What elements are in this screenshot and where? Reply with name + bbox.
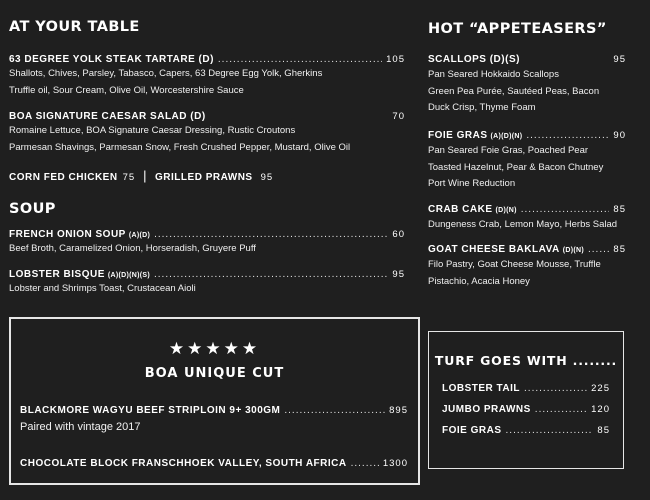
leader-dots	[154, 229, 388, 240]
menu-item-wagyu-striploin	[20, 405, 408, 416]
item-desc: Toasted Hazelnut, Pear & Bacon Chutney	[428, 161, 604, 173]
item-desc: Lobster and Shrimps Toast, Crustacean Aioli	[9, 283, 196, 294]
item-name: CRAB CAKE	[428, 204, 493, 215]
item-desc: Truffle oil, Sour Cream, Olive Oil, Worcestershire Sauce	[9, 84, 244, 96]
item-tag: (A)(D)(N)	[490, 133, 523, 140]
item-desc: Dungeness Crab, Lemon Mayo, Herbs Salad	[428, 219, 618, 230]
item-tag: (A)(D)(N)(S)	[107, 272, 150, 279]
menu-item-crab-cake	[428, 204, 626, 234]
item-desc: Duck Crisp, Thyme Foam	[428, 102, 536, 113]
menu-item-chocolate-block-wine	[20, 458, 408, 469]
item-price: 1300	[382, 458, 408, 469]
item-desc: Beef Broth, Caramelized Onion, Horseradish, Gruyere Puff	[9, 243, 256, 254]
leader-dots	[154, 269, 388, 280]
item-price: 225	[591, 383, 610, 394]
menu-item-scallops	[428, 54, 626, 117]
leader-dots	[218, 54, 382, 65]
leader-dots	[351, 458, 379, 469]
turf-item-foie-gras	[442, 425, 610, 436]
hot-appeteasers-heading: HOT “APPETEASERS”	[428, 21, 607, 37]
item-name: FOIE GRAS	[428, 130, 488, 141]
item-desc: Filo Pastry, Goat Cheese Mousse, Truffle	[428, 259, 601, 270]
turf-heading: TURF GOES WITH ........	[434, 353, 618, 368]
item-name: FRENCH ONION SOUP	[9, 229, 126, 240]
combo-price-1: 75	[122, 172, 136, 183]
menu-item-caesar-salad	[9, 111, 405, 156]
item-price: 85	[613, 204, 626, 215]
leader-dots	[588, 244, 609, 255]
menu-item-foie-gras	[428, 130, 626, 193]
combo-separator: |	[143, 168, 148, 183]
item-name: FOIE GRAS	[442, 425, 502, 436]
leader-dots	[526, 130, 609, 141]
item-name: JUMBO PRAWNS	[442, 404, 531, 415]
item-name: SCALLOPS (D)(S)	[428, 54, 520, 65]
combo-item-1: CORN FED CHICKEN	[9, 172, 118, 183]
item-price: 85	[597, 425, 610, 436]
leader-dots	[535, 404, 587, 415]
menu-item-tartare	[9, 54, 405, 99]
item-name: GOAT CHEESE BAKLAVA	[428, 244, 560, 255]
leader-dots	[284, 405, 385, 416]
item-desc: Port Wine Reduction	[428, 178, 516, 189]
item-desc: Pan Seared Hokkaido Scallops	[428, 69, 559, 80]
item-desc: Parmesan Shavings, Parmesan Snow, Fresh Crushed Pepper, Mustard, Olive Oil	[9, 141, 351, 153]
item-price: 95	[392, 269, 405, 280]
item-name: CHOCOLATE BLOCK FRANSCHHOEK VALLEY, SOUTH AFRICA	[20, 458, 347, 469]
turf-item-lobster-tail	[442, 383, 610, 394]
item-price: 895	[389, 405, 408, 416]
unique-cut-box	[9, 317, 420, 485]
combo-line	[9, 168, 273, 183]
item-name: BLACKMORE WAGYU BEEF STRIPLOIN 9+ 300GM	[20, 405, 281, 416]
item-price: 85	[613, 244, 626, 255]
turf-box	[428, 331, 624, 469]
item-name: 63 DEGREE YOLK STEAK TARTARE (D)	[9, 54, 214, 65]
item-desc: Pan Seared Foie Gras, Poached Pear	[428, 145, 589, 156]
at-your-table-heading: AT YOUR TABLE	[9, 19, 140, 35]
paired-note: Paired with vintage 2017	[20, 421, 141, 433]
item-desc: Romaine Lettuce, BOA Signature Caesar Dressing, Rustic Croutons	[9, 125, 296, 136]
unique-cut-heading: BOA UNIQUE CUT	[144, 366, 285, 381]
item-tag: (D)(N)	[562, 247, 584, 254]
menu-item-goat-cheese-baklava	[428, 244, 626, 290]
leader-dots	[521, 204, 610, 215]
leader-dots	[506, 425, 594, 436]
combo-price-2: 95	[260, 172, 274, 183]
item-price: 60	[392, 229, 405, 240]
item-price: 120	[591, 404, 610, 415]
turf-item-jumbo-prawns	[442, 404, 610, 415]
item-tag: (A)(D)	[128, 232, 151, 239]
item-tag: (D)(N)	[495, 207, 517, 214]
combo-item-2: GRILLED PRAWNS	[155, 172, 253, 183]
item-price: 105	[386, 54, 405, 65]
menu-item-french-onion-soup	[9, 229, 405, 258]
soup-heading: SOUP	[9, 201, 56, 217]
leader-dots	[524, 383, 587, 394]
item-name: LOBSTER BISQUE	[9, 269, 105, 280]
item-name: BOA SIGNATURE CAESAR SALAD (D)	[9, 111, 206, 122]
five-star-rating-icon: ★★★★★	[168, 339, 261, 358]
item-price: 95	[613, 54, 626, 65]
item-desc: Pistachio, Acacia Honey	[428, 275, 530, 287]
menu-item-lobster-bisque	[9, 269, 405, 298]
item-price: 70	[392, 111, 405, 122]
item-name: LOBSTER TAIL	[442, 383, 521, 394]
item-desc: Shallots, Chives, Parsley, Tabasco, Capers, 63 Degree Egg Yolk, Gherkins	[9, 68, 323, 79]
item-price: 90	[613, 130, 626, 141]
item-desc: Green Pea Purée, Sautéed Peas, Bacon	[428, 85, 600, 97]
